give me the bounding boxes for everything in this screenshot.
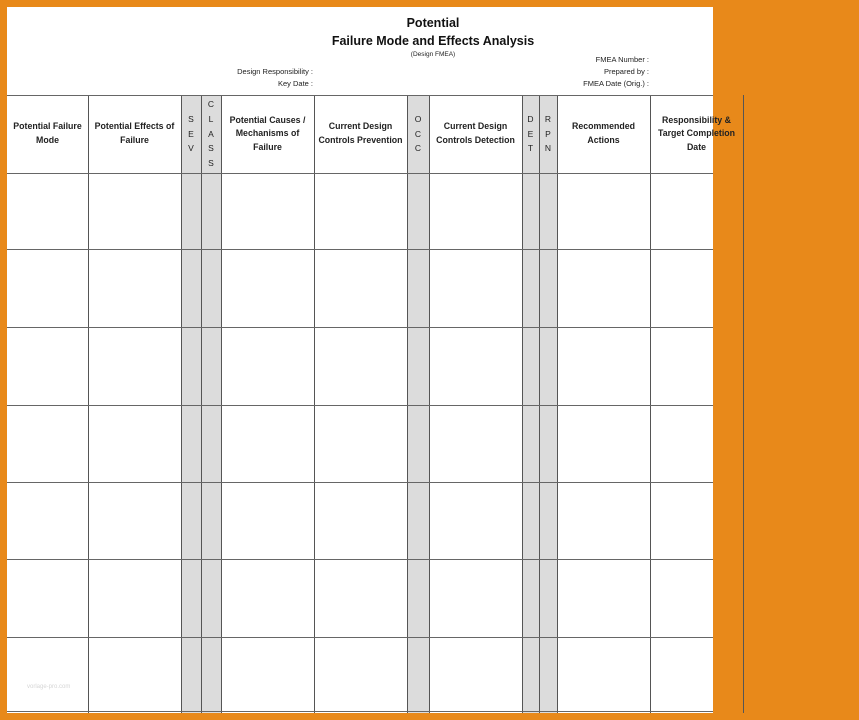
col-occ-header: O C C [414, 113, 422, 154]
column-divider [201, 95, 202, 713]
title-line-2: Failure Mode and Effects Analysis [331, 34, 535, 48]
col-prevention-header: Current Design Controls Prevention [318, 121, 403, 145]
column-divider [743, 95, 744, 713]
col-failure-mode-header: Potential Failure Mode [13, 121, 82, 145]
shaded-col-occ [407, 95, 429, 713]
column-divider [539, 95, 540, 713]
fmea-number-label: FMEA Number : [595, 55, 649, 64]
key-date-label: Key Date : [277, 79, 313, 88]
column-divider [314, 95, 315, 713]
row-divider [7, 711, 713, 712]
row-divider [7, 327, 713, 328]
column-divider [522, 95, 523, 713]
col-det-header: D E T [527, 113, 534, 154]
fmea-date-label: FMEA Date (Orig.) : [583, 79, 649, 88]
column-divider [557, 95, 558, 713]
column-divider [221, 95, 222, 713]
shaded-col-class [201, 95, 221, 713]
row-divider [7, 249, 713, 250]
col-effects-header: Potential Effects of Failure [94, 121, 175, 145]
shaded-col-sev [181, 95, 201, 713]
col-detection-header: Current Design Controls Detection [436, 121, 515, 145]
column-divider [88, 95, 89, 713]
design-responsibility-label: Design Responsibility : [237, 67, 313, 76]
watermark-text: vorlage-pro.com [27, 684, 71, 690]
column-divider [429, 95, 430, 713]
shaded-col-rpn [539, 95, 557, 713]
title-line-1: Potential [406, 16, 460, 30]
column-divider [407, 95, 408, 713]
col-actions-header: Recommended Actions [571, 121, 636, 145]
shaded-col-det [522, 95, 539, 713]
prepared-by-label: Prepared by : [603, 67, 649, 76]
col-causes-header: Potential Causes / Mechanisms of Failure [229, 114, 306, 152]
col-rpn-header: R P N [544, 113, 552, 154]
table-top-border [7, 95, 713, 96]
row-divider [7, 405, 713, 406]
fmea-sheet [7, 7, 736, 713]
row-divider [7, 637, 713, 638]
col-class-header: C L A S S [207, 98, 215, 169]
column-divider [181, 95, 182, 713]
col-responsibility-header: Responsibility & Target Completion Date [657, 114, 736, 152]
col-sev-header: S E V [188, 113, 194, 154]
column-divider [650, 95, 651, 713]
subtitle: (Design FMEA) [410, 51, 456, 58]
row-divider [7, 173, 713, 174]
row-divider [7, 559, 713, 560]
row-divider [7, 482, 713, 483]
